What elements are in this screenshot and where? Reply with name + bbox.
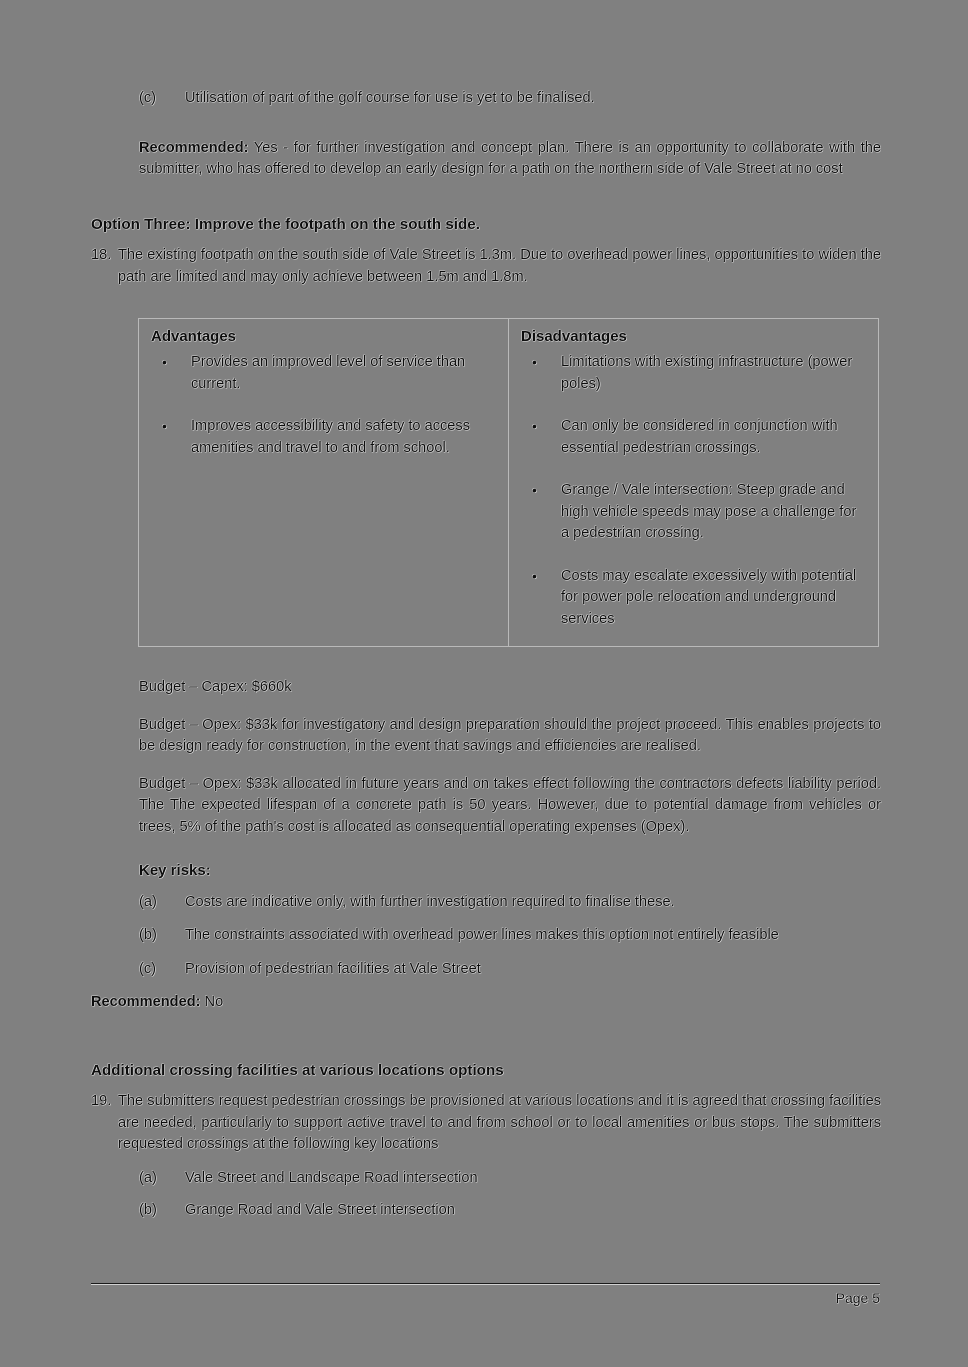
list-marker: (a)	[139, 1169, 157, 1186]
list-item	[151, 352, 496, 395]
advantages-disadvantages-table	[138, 318, 879, 647]
heading-option-three: Option Three: Improve the footpath on the south side.	[91, 215, 480, 233]
recommended-paragraph-option-three	[91, 992, 881, 1014]
paragraph-19	[91, 1091, 881, 1156]
table-cell-advantages	[139, 319, 509, 647]
list-item-text: Limitations with existing infrastructure (power poles)	[561, 354, 853, 392]
list-item-text: Grange / Vale intersection: Steep grade and high vehicle speeds may pose a challenge for a pedestrian crossing.	[561, 482, 857, 541]
list-item-text: Provides an improved level of service than current.	[191, 354, 466, 392]
locations-list	[91, 1168, 881, 1222]
list-item-c-top	[139, 88, 881, 110]
recommended-paragraph-top	[139, 138, 881, 181]
list-item	[521, 352, 866, 395]
list-marker: (c)	[139, 960, 157, 977]
list-item-text: Costs may escalate excessively with potential for power pole relocation and underground services	[561, 567, 857, 627]
budget-capex: Budget – Capex: $660k	[139, 679, 292, 695]
list-item-text: Improves accessibility and safety to access amenities and travel to and from school.	[191, 418, 471, 456]
key-risks-list	[91, 892, 881, 981]
list-item-text: Can only be considered in conjunction with essential pedestrian crossings.	[561, 418, 838, 456]
paragraph-number: 18.	[91, 247, 112, 263]
key-risk-item-b	[139, 925, 881, 947]
bullet-icon: •	[532, 418, 537, 434]
bullet-icon: •	[532, 482, 537, 498]
bullet-icon: •	[532, 567, 537, 584]
footer-divider	[91, 1283, 880, 1284]
recommended-text: Yes - for further investigation and concept plan. There is an opportunity to collaborate with the submitter, who has offered to develop an early design for a path on the northern side of Vale Street at no cost	[139, 139, 881, 177]
list-marker: (a)	[139, 893, 157, 910]
key-risk-item-a	[139, 892, 881, 914]
list-item-text: Provision of pedestrian facilities at Vale Street	[185, 960, 481, 977]
bullet-icon: •	[162, 354, 167, 370]
heading-key-risks: Key risks:	[139, 862, 211, 879]
list-marker: (b)	[139, 1202, 157, 1218]
table-row	[139, 319, 879, 647]
disadvantages-list	[521, 352, 866, 630]
recommended-text: No	[200, 994, 224, 1010]
column-header-disadvantages: Disadvantages	[521, 328, 627, 345]
list-item	[521, 480, 866, 545]
list-item-text: The constraints associated with overhead power lines makes this option not entirely feasible	[185, 927, 779, 943]
list-item-text: Costs are indicative only, with further investigation required to finalise these.	[185, 893, 675, 910]
list-marker: (b)	[139, 927, 157, 943]
table-cell-disadvantages	[509, 319, 879, 647]
recommended-label: Recommended:	[91, 994, 201, 1010]
paragraph-18	[91, 245, 881, 288]
bullet-icon: •	[532, 354, 537, 370]
page-number: Page 5	[835, 1290, 880, 1306]
location-item-b	[139, 1200, 881, 1222]
paragraph-text: The existing footpath on the south side of Vale Street is 1.3m. Due to overhead power lines, opportunities to widen the path are limited and may only achieve between 1.5m and 1.8m.	[118, 247, 881, 285]
column-header-advantages: Advantages	[151, 328, 237, 345]
paragraph-number: 19.	[91, 1093, 112, 1109]
budget-opex-1: Budget – Opex: $33k for investigatory and design preparation should the project proceed. This enables projects to be design ready for construction, in the event that savings and efficiencies are realised.	[139, 716, 881, 754]
list-item	[151, 416, 496, 459]
recommended-label: Recommended:	[139, 139, 249, 156]
heading-additional-crossings: Additional crossing facilities at various locations options	[91, 1061, 504, 1079]
advantages-list	[151, 352, 496, 459]
bullet-icon: •	[162, 418, 167, 434]
list-item	[521, 416, 866, 459]
list-item-text: Utilisation of part of the golf course for use is yet to be finalised.	[185, 90, 595, 106]
key-risk-item-c	[139, 959, 881, 981]
list-item-text: Grange Road and Vale Street intersection	[185, 1202, 455, 1218]
list-item-text: Vale Street and Landscape Road intersection	[185, 1169, 478, 1186]
location-item-a	[139, 1168, 881, 1190]
page-content	[91, 0, 881, 1233]
list-item	[521, 566, 866, 631]
budget-opex-2: Budget – Opex: $33k allocated in future years and on takes effect following the contractors defects liability period. The The expected lifespan of a concrete path is 50 years. However, due to potential damage from vehicles or trees, 5% of the path's cost is allocated as consequential operating expenses (Opex).	[139, 775, 881, 835]
paragraph-text: The submitters request pedestrian crossings be provisioned at various locations and it is agreed that crossing facilities are needed, particularly to support active travel to and from school or to local amenities or bus stops. The submitters requested crossings at the following key locations	[118, 1093, 881, 1152]
list-marker: (c)	[139, 90, 157, 106]
